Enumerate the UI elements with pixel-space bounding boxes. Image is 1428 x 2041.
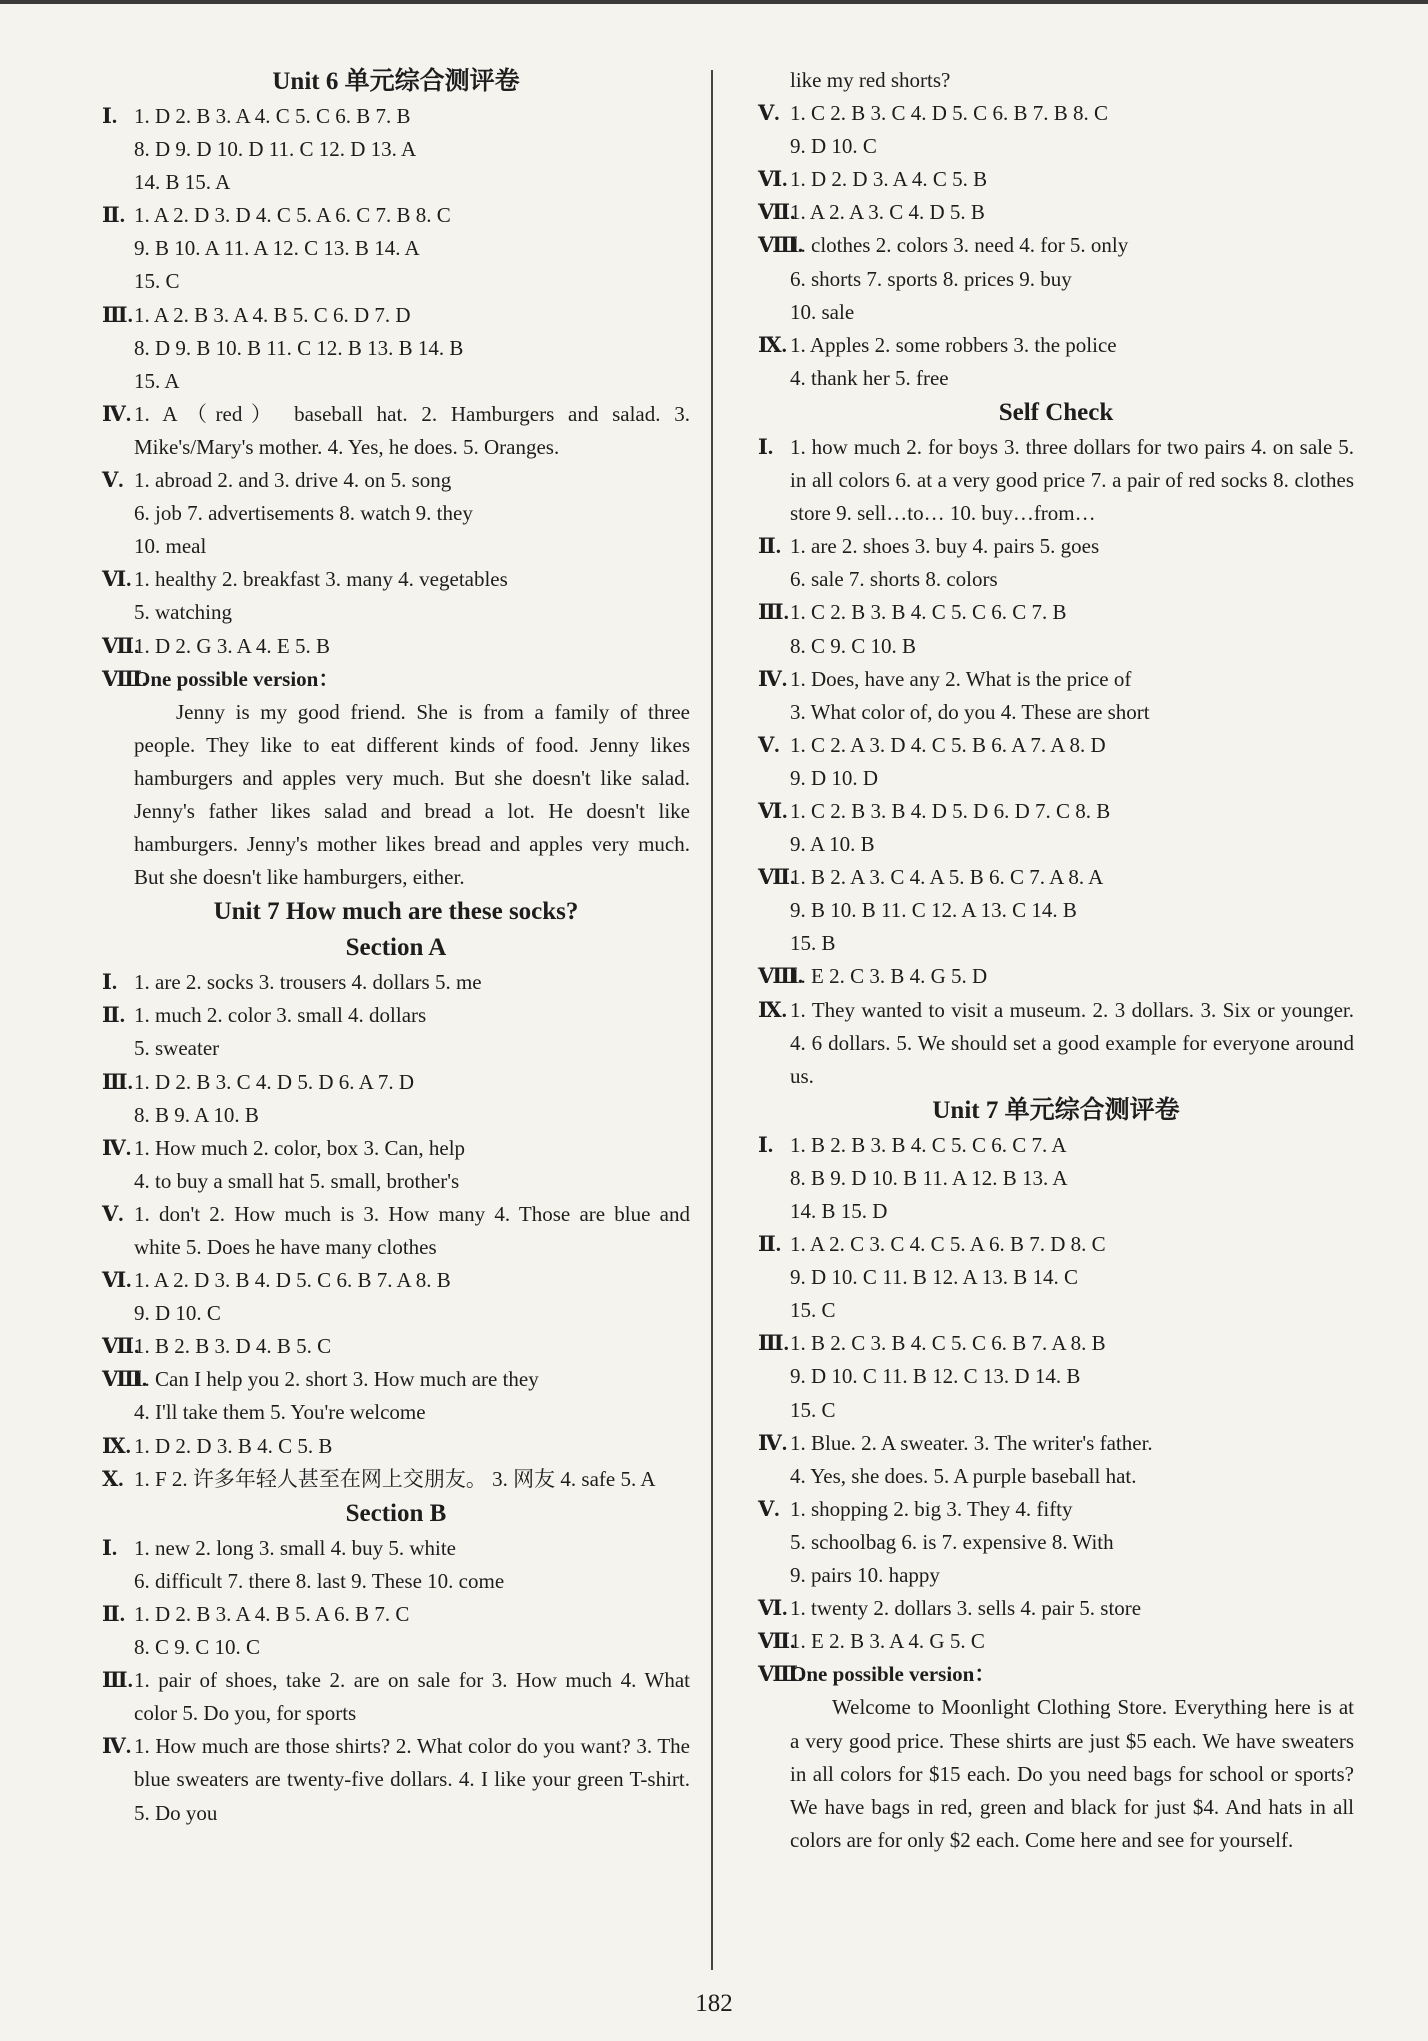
answer-line: 1. A 2. C 3. C 4. C 5. A 6. B 7. D 8. C [790, 1232, 1106, 1257]
section-numeral: Ⅶ. [102, 1334, 140, 1359]
u6-section-v [102, 464, 690, 563]
u6-section-vii [102, 630, 690, 663]
answer-line: 1. C 2. B 3. B 4. D 5. D 6. D 7. C 8. B [790, 798, 1111, 823]
sc-section-ii [758, 530, 1354, 596]
answer-line: 4. to buy a small hat 5. small, brother's [134, 1168, 460, 1193]
sb-section-v [758, 97, 1354, 163]
section-numeral: Ⅶ. [102, 633, 140, 658]
u7-section-viii [758, 1658, 1354, 1857]
section-numeral: Ⅱ. [758, 534, 781, 559]
section-numeral: Ⅴ. [102, 1201, 124, 1226]
answer-line: 1. Does, have any 2. What is the price of [790, 666, 1132, 691]
answer-line: 1. They wanted to visit a museum. 2. 3 dollars. 3. Six or younger. 4. 6 dollars. 5. We should set a good example for everyone around us. [790, 997, 1354, 1088]
answer-line: 1. B 2. B 3. D 4. B 5. C [134, 1334, 332, 1359]
answer-line: 10. sale [790, 299, 855, 324]
possible-version-label: One possible version： [134, 666, 340, 691]
answer-line: like my red shorts? [790, 68, 951, 92]
sc-section-v [758, 729, 1354, 795]
section-numeral: Ⅰ. [102, 104, 118, 128]
top-rule [0, 0, 1428, 4]
sb-section-ii [102, 1598, 690, 1664]
sa-section-vi [102, 1264, 690, 1330]
section-numeral: Ⅷ. [758, 964, 804, 989]
section-numeral: Ⅹ. [102, 1466, 124, 1491]
answer-line: 1. D 2. D 3. A 4. C 5. B [790, 167, 988, 192]
answer-line: 4. Yes, she does. 5. A purple baseball hat. [790, 1463, 1137, 1488]
u6-section-iv [102, 398, 690, 464]
section-numeral: Ⅲ. [102, 1069, 133, 1094]
answer-line: 1. abroad 2. and 3. drive 4. on 5. song [134, 468, 452, 493]
answer-line: 15. A [134, 368, 180, 393]
u6-essay: Jenny is my good friend. She is from a family of three people. They like to eat different kinds of food. Jenny likes hamburgers and apples very much. But she doesn't like salad. Jenny's father likes salad and bread a lot. He doesn't like hamburgers. Jenny's mother likes bread and apples very much. But she doesn't like hamburgers, either. [134, 699, 690, 890]
u7-section-vi [758, 1592, 1354, 1625]
answer-line: 1. D 2. D 3. B 4. C 5. B [134, 1433, 333, 1458]
answer-line: 1. how much 2. for boys 3. three dollars for two pairs 4. on sale 5. in all colors 6. at a very good price 7. a pair of red socks 8. clothes store 9. sell…to… 10. buy…from… [790, 434, 1354, 526]
answer-line: 1. D 2. B 3. A 4. C 5. C 6. B 7. B [134, 104, 411, 128]
answer-line: 15. B [790, 931, 836, 956]
answer-line: 1. Blue. 2. A sweater. 3. The writer's father. [790, 1430, 1153, 1455]
answer-line: 5. sweater [134, 1036, 220, 1061]
answer-line: 4. thank her 5. free [790, 365, 949, 390]
answer-line: 1. F 2. 许多年轻人甚至在网上交朋友。 3. 网友 4. safe 5. A [134, 1466, 656, 1491]
sa-section-iv [102, 1132, 690, 1198]
section-numeral: Ⅳ. [102, 1734, 132, 1759]
u7-section-i [758, 1129, 1354, 1228]
section-numeral: Ⅳ. [758, 666, 788, 691]
section-numeral: Ⅴ. [758, 1496, 780, 1521]
answer-line: 9. D 10. D [790, 765, 879, 790]
section-numeral: Ⅴ. [758, 101, 780, 126]
section-numeral: Ⅰ. [102, 1535, 118, 1560]
sc-section-vii [758, 861, 1354, 960]
section-numeral: Ⅴ. [758, 732, 780, 757]
answer-line: 4. I'll take them 5. You're welcome [134, 1400, 426, 1425]
answer-line: 10. meal [134, 534, 207, 559]
section-numeral: Ⅱ. [102, 203, 125, 228]
u7-section-iii [758, 1327, 1354, 1426]
section-numeral: Ⅶ. [758, 865, 796, 890]
answer-line: 1. E 2. C 3. B 4. G 5. D [790, 964, 988, 989]
answer-line: 1. much 2. color 3. small 4. dollars [134, 1003, 427, 1028]
u7-section-v [758, 1493, 1354, 1592]
answer-line: 1. A 2. D 3. D 4. C 5. A 6. C 7. B 8. C [134, 203, 451, 228]
u6-section-iii [102, 299, 690, 398]
answer-line: 1. are 2. socks 3. trousers 4. dollars 5. me [134, 970, 482, 995]
u6-section-viii [102, 663, 690, 895]
answer-line: 6. sale 7. shorts 8. colors [790, 567, 998, 592]
section-numeral: Ⅷ. [758, 233, 804, 258]
sa-section-v [102, 1198, 690, 1264]
section-numeral: Ⅷ. [758, 1662, 804, 1687]
unit7-title: Unit 7 How much are these socks? [213, 898, 579, 926]
answer-line: 1. healthy 2. breakfast 3. many 4. vegetables [134, 567, 508, 592]
sc-section-i [758, 431, 1354, 530]
answer-line: 9. D 10. C 11. B 12. A 13. B 14. C [790, 1265, 1079, 1290]
section-numeral: Ⅵ. [758, 167, 788, 192]
answer-line: 1. D 2. G 3. A 4. E 5. B [134, 633, 331, 658]
section-numeral: Ⅵ. [758, 798, 788, 823]
answer-line: 3. What color of, do you 4. These are short [790, 699, 1150, 724]
u7-essay: Welcome to Moonlight Clothing Store. Everything here is at a very good price. These shirts are just $5 each. We have sweaters in all colors for $15 each. Do you need bags for school or sports? We have bags in red, green and black for just $4. And hats in all colors are for only $2 each. Come here and see for yourself. [790, 1695, 1354, 1852]
answer-line: 6. job 7. advertisements 8. watch 9. they [134, 501, 473, 526]
u7-section-ii [758, 1228, 1354, 1327]
answer-line: 15. C [134, 269, 180, 294]
section-numeral: Ⅸ. [758, 332, 787, 357]
answer-line: 1. How much 2. color, box 3. Can, help [134, 1135, 466, 1160]
u6-section-i [102, 100, 690, 199]
answer-line: 15. C [790, 1298, 836, 1323]
answer-line: 1. Can I help you 2. short 3. How much are they [134, 1367, 539, 1392]
section-numeral: Ⅶ. [758, 1629, 796, 1654]
sb-section-ix [758, 329, 1354, 395]
section-numeral: Ⅵ. [758, 1596, 788, 1621]
section-numeral: Ⅵ. [102, 1268, 132, 1293]
answer-line: 8. B 9. A 10. B [134, 1102, 259, 1127]
unit7-test-title: Unit 7 单元综合测评卷 [932, 1096, 1180, 1124]
sa-section-i [102, 966, 690, 999]
sa-section-iii [102, 1066, 690, 1132]
sb-carry-line [758, 64, 1354, 97]
unit6-title: Unit 6 单元综合测评卷 [272, 68, 520, 95]
sa-section-ii [102, 999, 690, 1065]
answer-line: 1. E 2. B 3. A 4. G 5. C [790, 1629, 985, 1654]
answer-line: 1. A（red） baseball hat. 2. Hamburgers and salad. 3. Mike's/Mary's mother. 4. Yes, he does. 5. Oranges. [134, 401, 690, 459]
section-numeral: Ⅰ. [758, 1132, 774, 1157]
answer-line: 1. pair of shoes, take 2. are on sale for 3. How much 4. What color 5. Do you, for sports [134, 1668, 690, 1726]
answer-line: 1. D 2. B 3. A 4. B 5. A 6. B 7. C [134, 1601, 410, 1626]
section-numeral: Ⅷ. [102, 1367, 148, 1392]
sa-section-ix [102, 1430, 690, 1463]
answer-line: 9. A 10. B [790, 832, 875, 857]
section-numeral: Ⅲ. [758, 600, 789, 625]
answer-line: 1. new 2. long 3. small 4. buy 5. white [134, 1535, 456, 1560]
answer-line: 1. B 2. C 3. B 4. C 5. C 6. B 7. A 8. B [790, 1331, 1106, 1356]
sa-section-x [102, 1463, 690, 1496]
answer-line: 1. C 2. A 3. D 4. C 5. B 6. A 7. A 8. D [790, 732, 1106, 757]
section-numeral: Ⅴ. [102, 468, 124, 493]
sa-section-viii [102, 1363, 690, 1429]
section-numeral: Ⅵ. [102, 567, 132, 592]
section-numeral: Ⅶ. [758, 200, 796, 225]
answer-line: 9. D 10. C [134, 1301, 221, 1326]
answer-line: 1. don't 2. How much is 3. How many 4. Those are blue and white 5. Does he have many clothes [134, 1201, 690, 1259]
answer-line: 6. shorts 7. sports 8. prices 9. buy [790, 266, 1072, 291]
answer-line: 1. C 2. B 3. C 4. D 5. C 6. B 7. B 8. C [790, 101, 1108, 126]
section-numeral: Ⅳ. [102, 401, 132, 426]
sb-section-iii [102, 1664, 690, 1730]
sc-section-vi [758, 795, 1354, 861]
section-numeral: Ⅳ. [758, 1430, 788, 1455]
answer-line: 1. B 2. A 3. C 4. A 5. B 6. C 7. A 8. A [790, 865, 1104, 890]
u6-section-vi [102, 563, 690, 629]
answer-line: 1. A 2. D 3. B 4. D 5. C 6. B 7. A 8. B [134, 1268, 451, 1293]
sb-section-viii [758, 229, 1354, 328]
sc-section-ix [758, 994, 1354, 1093]
answer-line: 1. clothes 2. colors 3. need 4. for 5. only [790, 233, 1129, 258]
sc-section-viii [758, 960, 1354, 993]
answer-line: 1. are 2. shoes 3. buy 4. pairs 5. goes [790, 534, 1100, 559]
answer-line: 15. C [790, 1397, 836, 1422]
sc-section-iii [758, 596, 1354, 662]
section-numeral: Ⅲ. [102, 302, 133, 327]
answer-line: 5. schoolbag 6. is 7. expensive 8. With [790, 1529, 1114, 1554]
answer-line: 9. D 10. C [790, 134, 877, 159]
self-check-title: Self Check [998, 398, 1114, 426]
section-numeral: Ⅱ. [758, 1232, 781, 1257]
answer-line: 9. pairs 10. happy [790, 1563, 940, 1588]
answer-line: 14. B 15. D [790, 1199, 888, 1223]
u7-section-iv [758, 1427, 1354, 1493]
section-numeral: Ⅸ. [758, 997, 787, 1022]
answer-line: 8. C 9. C 10. B [790, 633, 917, 658]
section-numeral: Ⅱ. [102, 1003, 125, 1028]
answer-line: 1. shopping 2. big 3. They 4. fifty [790, 1496, 1073, 1521]
answer-line: 1. A 2. A 3. C 4. D 5. B [790, 200, 985, 225]
answer-line: 9. B 10. A 11. A 12. C 13. B 14. A [134, 236, 420, 261]
section-numeral: Ⅲ. [758, 1331, 789, 1356]
sb-section-iv [102, 1730, 690, 1829]
answer-line: 1. C 2. B 3. B 4. C 5. C 6. C 7. B [790, 600, 1067, 625]
section-numeral: Ⅰ. [102, 970, 118, 995]
answer-line: 6. difficult 7. there 8. last 9. These 10. come [134, 1568, 505, 1593]
answer-line: 1. D 2. B 3. C 4. D 5. D 6. A 7. D [134, 1069, 415, 1094]
answer-line: 1. Apples 2. some robbers 3. the police [790, 332, 1117, 357]
answer-line: 8. C 9. C 10. C [134, 1635, 261, 1660]
right-column [758, 64, 1354, 1857]
answer-line: 14. B 15. A [134, 170, 231, 195]
left-column [102, 64, 690, 1830]
answer-line: 8. D 9. D 10. D 11. C 12. D 13. A [134, 137, 417, 162]
answer-line: 9. D 10. C 11. B 12. C 13. D 14. B [790, 1364, 1081, 1389]
answer-line: 1. How much are those shirts? 2. What color do you want? 3. The blue sweaters are twenty-five dollars. 4. I like your green T-shirt. 5. Do you [134, 1734, 690, 1825]
answer-line: 1. B 2. B 3. B 4. C 5. C 6. C 7. A [790, 1132, 1067, 1157]
section-a-title: Section A [345, 934, 447, 962]
u6-section-ii [102, 199, 690, 298]
section-numeral: Ⅲ. [102, 1668, 133, 1693]
sb-section-vi [758, 163, 1354, 196]
section-b-title: Section B [345, 1499, 447, 1527]
sb-section-i [102, 1532, 690, 1598]
section-numeral: Ⅱ. [102, 1601, 125, 1626]
section-numeral: Ⅷ. [102, 666, 148, 691]
sb-section-vii [758, 196, 1354, 229]
answer-line: 1. twenty 2. dollars 3. sells 4. pair 5. store [790, 1596, 1142, 1621]
answer-line: 9. B 10. B 11. C 12. A 13. C 14. B [790, 898, 1077, 923]
answer-line: 8. B 9. D 10. B 11. A 12. B 13. A [790, 1165, 1068, 1190]
column-divider [711, 70, 713, 1970]
section-numeral: Ⅰ. [758, 434, 774, 459]
page-number: 182 [695, 1990, 733, 2017]
sa-section-vii [102, 1330, 690, 1363]
sc-section-iv [758, 663, 1354, 729]
answer-line: 1. A 2. B 3. A 4. B 5. C 6. D 7. D [134, 302, 411, 327]
answer-line: 5. watching [134, 600, 232, 625]
possible-version-label: One possible version： [790, 1662, 996, 1687]
section-numeral: Ⅳ. [102, 1135, 132, 1160]
section-numeral: Ⅸ. [102, 1433, 131, 1458]
u7-section-vii [758, 1625, 1354, 1658]
answer-line: 8. D 9. B 10. B 11. C 12. B 13. B 14. B [134, 335, 464, 360]
